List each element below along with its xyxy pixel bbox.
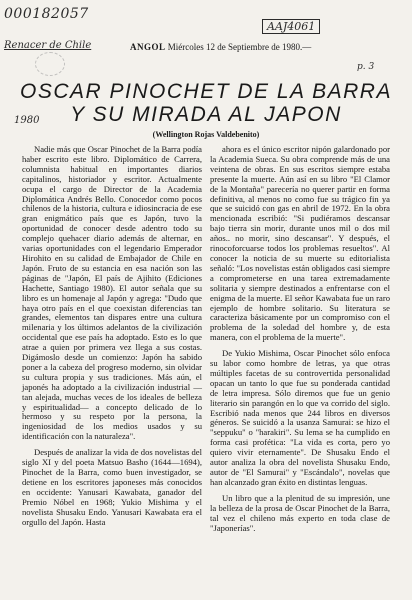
title-line-1: OSCAR PINOCHET DE LA BARRA	[20, 80, 392, 103]
paragraph: Un libro que a la plenitud de su impresión, une la belleza de la prosa de Oscar Pinochet de la Barra, tal vez el chileno más experto en toda clase de "Japonerías".	[210, 492, 390, 533]
dateline	[130, 42, 311, 52]
paragraph: ahora es el único escritor nipón galardonado por la Academia Sueca. Su obra comprende más de una veintena de obras. En sus escritos siempre estaba presente la muerte. Aún así en su libro "El Clamor de la Montaña" parecería no querer partir en forma definitiva, al menos no como fue su trágico fin ya que se suicidó con gas en abril de 1972. En la obra mencionada escribió: "Si pudiéramos descansar bajo tierra sin morir, durante unos mil o dos mil años.. no morir, sino descansar". Y después, el rinocoforcuarse todos los problemas resueltos". Al conocer la noticia de su muerte su editorialista señaló: "Los novelistas están obligados casi siempre a comprometerse en una tarea extremadamente solitaria y siempre destinados a enfrentarse con el enigma de la muerte. El señor Kawabata fue un raro ejemplo de hombre solitario. Su literatura se caracteriza básicamente por un compromiso con el problema de la soledad del hombre y, de esta manera, con el problema de la muerte".	[210, 144, 390, 343]
newspaper-name: ANGOL	[130, 42, 166, 52]
article-title	[20, 80, 392, 126]
byline: (Wellington Rojas Valdebenito)	[152, 130, 260, 139]
title-line-2: Y SU MIRADA AL JAPON	[70, 103, 342, 126]
article-column-right	[210, 145, 390, 533]
paragraph: Después de analizar la vida de dos novelistas del siglo XI y del poeta Matsuo Basho (1644—1694), Pinochet de la Barra, como buen investigador, se detiene en los escritores japoneses más conocidos en occidente: Yanusari Kawabata, ganador del Premio Nóbel en 1968; Yukio Mishima y el novelista Shusaku Endo. Yanusari Kawabata era el orgullo del Japón. Hasta	[22, 447, 202, 527]
source-annotation: Renacer de Chile	[4, 40, 92, 51]
faded-stamp	[35, 52, 65, 76]
archive-code-annotation: AAJ4061	[262, 19, 320, 34]
paragraph: Nadie más que Oscar Pinochet de la Barra podía haber escrito este libro. Diplomático de Carrera, columnista habitual en importantes diarios capitalinos, historiador y escritor. Actualmente ocupa el cargo de Director de la Academia Diplomática Andrés Bello. Conocedor como pocos chilenos de la historia, cultura e idiosincracia de ese gran enigmático país que es Japón, tuvo la oportunidad de conocer desde adentro todo su complejo quehacer diario además de alternar, en varias oportunidades con el legendario Emperador Hirohito en su calidad de Embajador de Chile en Japón. Fruto de su estancia en esa nación son las páginas de "Japón, El país de Ajihito (Ediciones Hachette, Santiago 1980). El autor señala que su libro es un homenaje al Japón y agrega: "Dudo que haya otro país en el que coexistan diferencias tan grandes, elementos tan dispares entre una cultura milenaria y los últimos adelantos de la civilización occidental que ese país ha adoptado. Esto es lo que atrae a quien por primera vez llega a sus costas. Digámoslo desde un comienzo: Japón ha sabido poner a la cabeza del progreso moderno, sin olvidar su cultura propia y sus tradiciones. Más aún, el japonés ha adoptado a la civilización industrial —tan alejada, muchas veces de los ideales de belleza y espiritualidad— a concepto delicado de lo hermoso y su respeto por la persona, la ingeniosidad de los medios usados y su identificación con la naturaleza".	[22, 144, 202, 442]
paragraph: De Yukio Mishima, Oscar Pinochet sólo enfoca su labor como hombre de letras, ya que otras múltiples facetas de su controvertida personalidad opacan un tanto lo que fue su ponderada cantidad de letra impresa. Sólo diremos que fue un genio literario sin parangón en lo que va corrido del siglo. Escribió nada menos que 244 libros en diversos géneros. Se suicidó a la usanza Samurai: se hizo el "seppuku" o "harakiri". Su lema se ha cumplido en forma casi profética: "La vida es corta, pero yo quiero vivir eternamente". De Shusaku Endo el autor analiza la obra del novelista Shusaku Endo, autor de "El Samurai" y "Escándalo", novelas que han alcanzado gran éxito en distintas lenguas.	[210, 348, 390, 487]
article-column-left	[22, 145, 202, 527]
publication-date: Miércoles 12 de Septiembre de 1980.—	[167, 42, 312, 52]
page-ref-annotation: p. 3	[357, 62, 375, 72]
date-annotation: 1980	[14, 115, 40, 126]
archive-id-annotation: 000182057	[4, 6, 89, 22]
